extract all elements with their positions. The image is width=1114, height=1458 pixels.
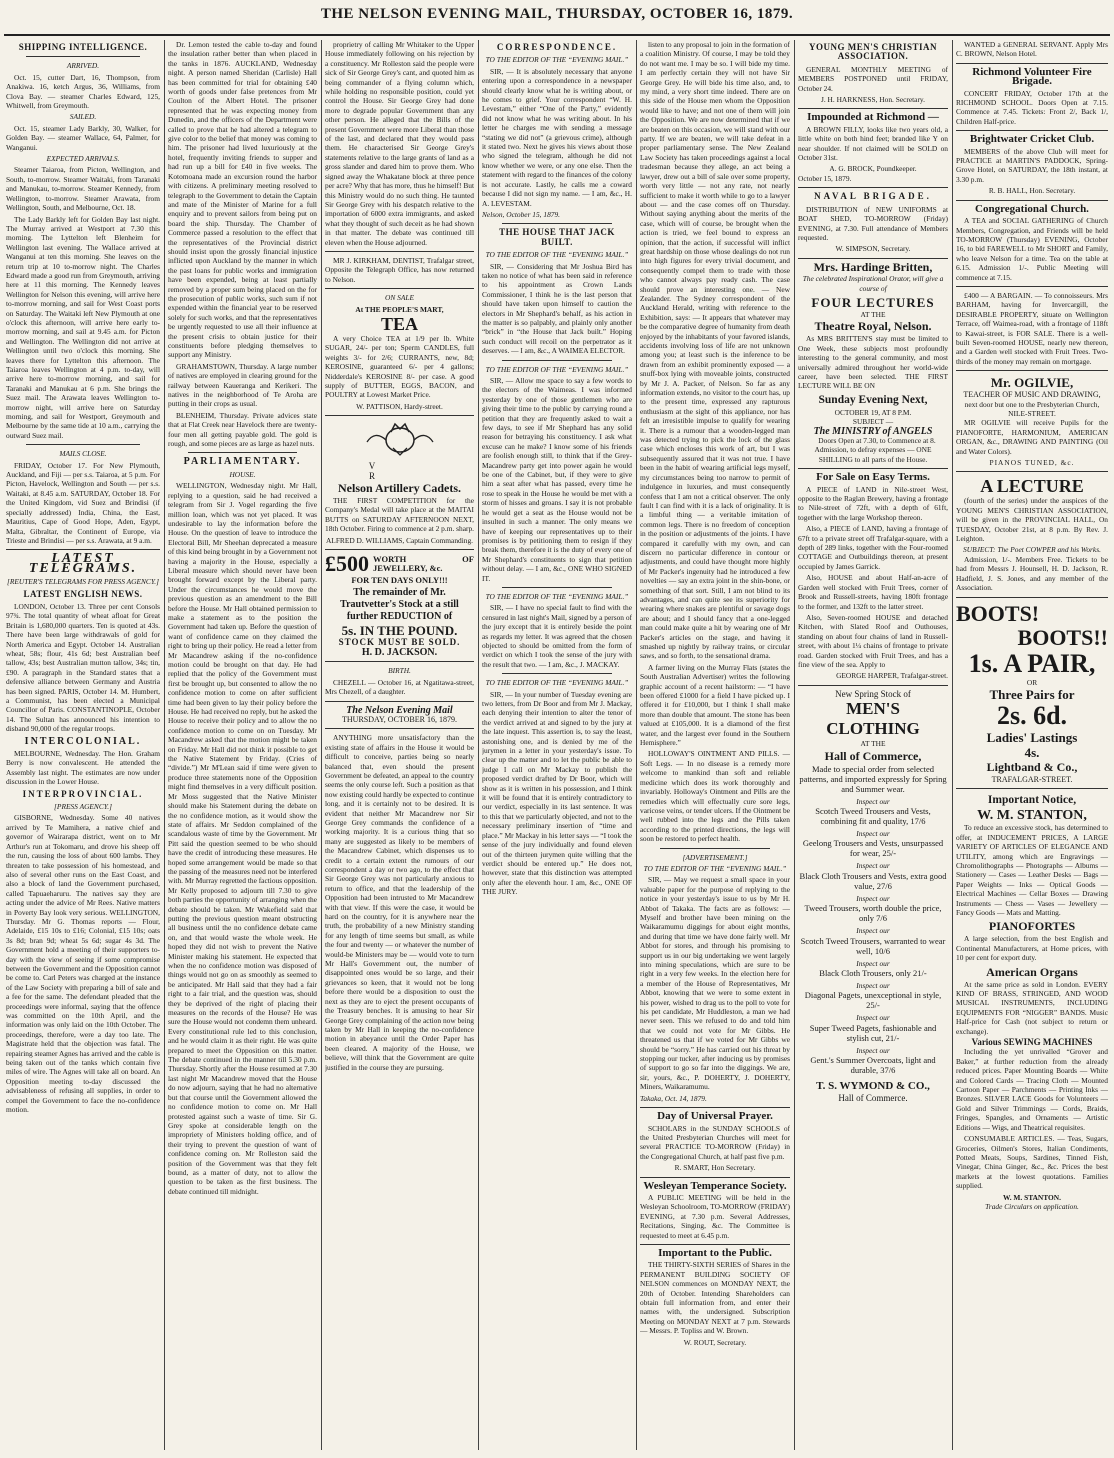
mens-clothing: MEN'S CLOTHING [826,699,920,739]
pianofortes-text: A large selection, from the best English and Continental Manufacturers, at Home prices, with 10 per cent for export duty. [956,934,1108,963]
tea-headline: TEA [380,313,418,334]
letter-2-to: TO THE EDITOR OF THE “EVENING MAIL.” [485,250,629,260]
arrived-text: Oct. 15, cutter Dart, 16, Thompson, from Anakiwa. 16, ketch Argus, 36, Williams, from Clova Bay. — steamer Charles Edward, 125, Whitwell, from Greymouth. [6,72,160,111]
lightband-signature: Lightband & Co., [986,759,1078,774]
holloway-text: HOLLOWAY'S OINTMENT AND PILLS. — Soft Legs. — In no disease is a remedy more welcome to mankind than soft and reliable medicine which does its work thoroughly and invariably. Holloway's Ointment and Pills are the remedies which will effectually cure sore legs, varicose veins, or tender ulcers. If the Ointment be well rubbed into the legs and the Pills taken according to the printed directions, the legs will soon be restored to perfect health. [640,749,790,844]
four-lectures: FOUR LECTURES [811,294,935,310]
leader-text: ANYTHING more unsatisfactory than the existing state of affairs in the House it would be difficult to conceive, parties being so nearly balanced that, even should the present Government be defeated, an appeal to the country seems the only course left. Such a position as that now existing could hardly be expected to continue long, and it is certainly not to be desired. It is evident that neither Mr Macandrew nor Sir George Grey commands the confidence of a working majority. It is a curious thing that so many are suggested as likely to be members of the Macandrew Cabinet, which dispenses us to credit to a certain extent the rumours of our correspondent a day or two ago, to the effect that Sir George Grey was not particularly anxious to return to office, and that the leadership of the Opposition had been intrusted to Mr Macandrew with that view. If this were the case, it would be hard on the country, for it is anywhere near the truth, the probability of a new Ministry standing for any length of time seems but small, as while the four and twenty — or whatever the number of would-be Ministers may be — would vote to turn Mr Hall's Government out, the number of disappointed ones would be so large, and their grievances so keen, that it would not be long before there would be a disposition to oust the next as they are to eject the present occupants of the Treasury benches. It is amusing to hear Sir George Grey complaining of the action now being taken by Mr Hall in keeping the no-confidence motion in abeyance until the Order Paper has been cleared. A majority of the House, we believe, will think that the Government are quite justified in the course they are pursuing. [325,733,474,1072]
telegrams-heading: LATEST TELEGRAMS. [28,551,138,576]
cricket-heading: Brightwater Cricket Club. [969,133,1095,146]
inspect-label: Inspect our [856,893,890,903]
shillings-in-pound: 5s. IN THE POUND. [341,623,458,639]
inspect-label: Inspect our [856,796,890,806]
column-5-text: listen to any proposal to join in the formation of a coalition Ministry. Of course, I may be told they do not want me. I may be so. I will bide my time. I am perfectly certain they will not have Sir George Grey. He will bide his time also, and, to my mind, a very short time indeed. There are on this side of the House men whom the Opposition would like to have; and not one of them will join the Opposition. We are now determined that if we are beaten on this occasion, we will stand with our party. If we are beaten, we will take defeat in a proper parliamentary sense. The New Zealand Law Society has taken proceedings against a local tradesman because they allege, an act being a lawyer, drew out a bill of sale over some property, worth very little — not any rate, not nearly sufficient to make it worth while to go to a lawyer about — and the case comes off on Thursday. Without saying anything about the merits of the case, which will of course, be brought when the action is tried, we feel bound to express an opinion, that the action, if successful will inflict great hardship on those whose dealings do not run into high figures for every trivial document, and consequently compel them to trade with those who cannot always pay ready cash. The case should prove an interesting one. — New Zealander. The Sydney correspondent of the Auckland Herald, writing with reference to the Exhibition, says: — It appears that whatever may be the comparative degree of humanity from death enjoyed by the inhabitants of your favored islands, accidents involving loss of life are not unknown among you; at least such is the inference to be drawn from an exhibit prominently exposed — a snuff-box lying with moveable joints, constructed by Mr J. A. Packer, of Nelson. So far as any information extends, no visitor to the court has, up to the present time, expressed any rapturous enthusiasm at the sight of this appliance, nor has felt an irresistible impulse to qualify for wearing it. There is a rumour that a wooden-legged man was detected trying to pick the lock of the glass case which encloses this work of art, but I was subsequently assured that it was not true. I have been in the habit of wearing artificial legs myself, my circumstances being too narrow to permit of indulgence in luxuries, and must consequently confess that I am not a critical observer. The only fault I can find with it is a lack of originality. It is a limbful thing — a veritable imitation of common legs. There is no freedom of conception in the position or adjustments of the joints. I have compared it carefully with my own, and can discern no particular difference in contour or adjustments, and could have thought more highly of Mr Packer's ingenuity had he introduced a few novelties — say an extra joint in the shin-bone, or something of that sort. Still, I am not blind to its advantages, and can quite see its superiority for wearing where snakes are plentiful or savage dogs are about; and I should fancy that a one-legged man could make quite a hit by wearing one of Mr Packer's articles on the stage, and having it smashed up nightly by railway trains, or circular saws, and so forth, to the sensational drama. [640,40,790,661]
letter-3-to: TO THE EDITOR OF THE “EVENING MAIL.” [485,364,629,374]
price-2s6d: 2s. 6d. [996,700,1068,730]
letter-1-to: TO THE EDITOR OF THE “EVENING MAIL.” [485,55,629,65]
american-organs-heading: American Organs [986,964,1078,979]
advertisement-tag: [ADVERTISEMENT.] [682,852,748,862]
column-2 [168,40,317,1450]
parliamentary-heading: PARLIAMENTARY. [183,456,302,468]
clothing-item: Diagonal Pagets, unexceptional in style, 25/- [804,990,942,1011]
impounded-date: October 15, 1879. [798,173,852,183]
blenheim-text: BLENHEIM, Thursday. Private advices state that at Flat Creek near Havelock there are twenty-four men all getting payable gold. The gold is rough, and some pieces are as large as hazel nuts. [168,410,317,449]
lecture-admission: Admission, 1/-. Members Free. Tickets to be had from Messrs J. Hounsell, H. D. Jackson, R. Hadfield, J. S. Jones, and any member of the Association. [956,554,1108,593]
sewing-text: Including the yet unrivalled “Grover and Baker,” at further reduction from the already reduced prices. Paper Mounting Boards — White and Colored Cards — Tracing Cloth — Mounted Cartoon Paper — Parchments — Printing Inks — Bronzes. SILVER LACE Goods for Volunteers — Gold and Silver Trimmings — Cords, Braids, Fringes, Spangles, and Ornaments — Artistic Editions — Wigs, and Theatrical requisites. [956,1047,1108,1132]
ymca-heading: YOUNG MEN'S CHRISTIAN ASSOCIATION. [808,42,937,62]
column-3 [325,40,474,1450]
house-heading: HOUSE. [229,469,256,479]
ministry-of-angels: The MINISTRY of ANGELS [813,425,933,437]
parliamentary-text: WELLINGTON, Wednesday night. Mr Hall, replying to a question, said he had received a telegram from Sir J. Vogel regarding the five million loan, which was not yet placed. It was undesirable to lay the information before the House. On the question of leave to introduce the Electoral Bill, Mr Sheehan deprecated a measure of this kind being brought in by a Government not having a majority in the House, especially a Liberal measure which should never have been brought forward except by the Liberal party. Under the circumstances he would move the previous question as an amendment to the Bill before the House. Mr Hall obtained permission to make a statement as to the position the Government had taken up. Before the question of want of confidence came on they claimed the right to bring up their policy. He read a letter from Mr Macandrew asking if the no-confidence motion could be brought on that day. He had replied that the policy of the Government must first be brought up, but consented to allow the no confidence motion to come on after sufficient time had been given to lay their policy before the House. He had received no reply, but he asked the House to receive their policy and to allow the no confidence motion to come on on Tuesday. Mr Macandrew asked that the motion might be taken on Friday. Mr Hall did not think it possible to get the Native Statement by Friday. (Cries of “divide.”) Mr M'Lean said if time were given to produce three statements none of the Opposition might find themselves in a very difficult position. Mr Moss suggested that the Native Minister should make his Statement during the debate on the no confidence motion, as it would show the state of affairs. Mr Seddon complained of the scandalous waste of time by the Government. Mr Pitt said the question seemed to be who should have the credit of introducing these measures. He hoped some arrangement would be made so that the passing of the measures need not be interfered with. Mr Murray regretted the factious opposition. Mr Kelly proposed to adjourn till 7.30 to give both parties the opportunity of arranging when the debate should be taken. Mr Wakefield said that putting the previous question meant obstructing all business until the no confidence debate came on, and that would waste the whole week. He hoped they did not wish to prevent the Native Minister making his statement. He expected that when the no confidence motion was disposed of things would not go on as smoothly as seemed to be anticipated. Mr Hall said that they had a fair right to a fair trial, and the question was, should they be deprived of the right of placing their measures on the records of the House? He was sure the House would not condemn them unheard. Every constitutional rule led to this conclusion, and he would claim it as their right. He was quite prepared to meet the Opposition on this matter. The debate continued in the manner till 5.30 p.m. Thursday. Shortly after the House resumed at 7.30 last night Mr Macandrew moved that the House do now adjourn, saying that he had no alternative but that course until the Government allowed the no confidence motion to come on. Mr Hall protested against such a waste of time. Sir G. Grey spoke at considerable length on the impropriety of Ministers holding office, and of their trying to prevent the question of want of confidence coming on. Mr Rolleston said the position of the Government was that they felt bound, as a matter of duty, not to allow the question to be taken as the first business. The debate continued till midnight. [168,481,317,1196]
column-6 [798,40,948,1450]
temperance-text: A PUBLIC MEETING will be held in the Wesleyan Schoolroom, TO-MORROW (FRIDAY) EVENING, at 7.30 p.m. Several Addresses, Recitations, Singing, &c. The Committee is requested to meet at 6.45 p.m. [640,1192,790,1240]
hall-of-commerce: Hall of Commerce, [824,748,922,763]
three-pairs: Three Pairs for [989,686,1075,702]
telegram-continued: Dr. Lemon tested the cable to-day and found the insulation rather better than when placed in the tanks in 1876. AUCKLAND, Wednesday night. A person named Sheridan (Carlisle) Hall has been committed for trial for obtaining £40 worth of goods under false pretences from Mr Coulton of the Albert Hotel. The prisoner represented that he was expecting money from Dunedin, and the officers of the Department were called to prove that he had altered a telegram to give color to the belief that money was coming to him. The prisoner had lived luxuriously at the hotel, frequently inviting friends to supper and had run up a bill for £40 in five weeks. The Kotomoana made an excursion round the harbor with citizens. A preliminary meeting resolved to telegraph to the Government to detain the Captain and mate of the Minister of Marine for a full enquiry and to prevent sailors from being put on board the ship. Thursday. The Chamber of Commerce passed a resolution to the effect that the representatives of the Provincial district should insist upon the grossly financial injustice inflicted upon Auckland by the manner in which the past loans for public works and immigration have been expended, being at least partially removed by a proper sum being placed on the for the prosecution of public works, such sum if not expended within the financial year to be reserved solely for such works, and that the representatives be urgently requested to use all their influence at the present crisis to obtain justice for their constituents before pledging themselves to support any Ministry. [168,40,317,360]
diamond-text: A farmer living on the Murray Flats (states the South Australian Advertiser) writes the following graphic account of a recent hailstorm: — “I have been offered £1000 for a field I have picked up. I offered it for £10,000, but I think I shall make more than double that amount. The stone has been valued at £105,000. It is a diamond of the first water, and the largest ever found in the Southern Hemisphere.” [640,662,790,748]
masthead-rule [4,34,1110,36]
column-divider [478,40,479,1450]
intercolonial-heading: INTERCOLONIAL. [24,735,142,747]
birth-heading: BIRTH. [388,666,411,676]
subject-label: SUBJECT — [852,417,894,427]
on-sale-heading: ON SALE [385,293,414,303]
lecture-heading: A LECTURE [980,476,1084,497]
sale-text-3: Also, HOUSE and about Half-an-acre of Garden well stocked with Fruit Trees, corner of Brook and Russell-streets, having 180ft frontage to the former, and 132ft to the latter street. [798,573,948,611]
royal-crest-icon [355,420,445,460]
important-notice: Important Notice, [987,794,1077,807]
fire-brigade-heading: Richmond Volunteer Fire Brigade. [972,65,1092,88]
column-1 [6,40,160,1450]
doors-text: Doors Open at 7.30, to Commence at 8. Admission, to defray expenses — ONE SHILLING to all parts of the House. [814,436,936,464]
impounded-text: A BROWN FILLY, looks like two years old, a little white on both hind feet; branded like Y on near shoulder. If not claimed will be SOLD on October 31st. [798,124,948,163]
naval-text: DISTRIBUTION of NEW UNIFORMS at BOAT SHED, TO-MORROW (Friday) EVENING, at 7.30. Full attendance of Members requested. [798,204,948,242]
clothing-item: Scotch Tweed Trousers, warranted to wear well, 10/6 [800,935,946,956]
ogilvie-sub: TEACHER OF MUSIC AND DRAWING, [963,390,1101,400]
wymond-signature: T. S. WYMOND & CO., [816,1080,930,1093]
letter-4-to: TO THE EDITOR OF THE “EVENING MAIL.” [485,591,629,601]
temperance-heading: Wesleyan Temperance Society. [643,1179,787,1192]
correspondence-heading: CORRESPONDENCE. [496,42,618,52]
church-heading: Congregational Church. [975,202,1089,215]
shipping-heading: SHIPPING INTELLIGENCE. [18,42,148,52]
or-label: OR [1026,677,1038,687]
letter-1-text: SIR, — It is absolutely necessary that anyone entering upon a correspondence in a newspaper should clearly know what he is writing about, or he comes to grief. Your correspondent “W. H. Levestam,” either “One of the Party,” evidently did not know what he was writing about. In his letter he charges me with sending a message “stating we did not” (a grievous crime), although it stated two. Next he gives his views about those who signed the telegram, although he did not know whether we were, or any one else. Then the statement with regard to the finances of the colony is not accurate. Lastly, he calls me a coward because I did not sign my name. — I am, &c., H. A. LEVESTAM. [482,66,632,208]
public-text: THE THIRTY-SIXTH SERIES of Shares in the PERMANENT BUILDING SOCIETY OF NELSON commences on MONDAY NEXT, the 20th of October. Intending Shareholders can obtain full information from, and enter their names with, the undersigned. Subscription Meeting on MONDAY NEXT at 7 p.m. Stewards — Messrs. P. Topliss and W. Brown. [640,1260,790,1336]
stanton-text: To reduce an excessive stock, has determined to offer, at INDUCEMENT PRICES, A LARGE VARIETY OF ARTICLES OF ELEGANCE AND UTILITY, among which are Engravings — Chromolithographs — Photographs — Albums — Stationery — Cases — Leather Desks — Bags — Paper Weights — Inks — Optical Goods — Electrical Machines — Cellar Boxes — Drawing Instruments — Chess — Vases — Jewellery — Fancy Goods — Mats and Matting. [956,823,1108,917]
sunday-evening: Sunday Evening Next, [818,393,928,406]
shipping-news: The Lady Barkly left for Golden Bay last night. The Murray arrived at Westport at 7.30 this morning. The Lyttelton left Blenheim for Wellington last evening. The Wallace arrived at Wanganui at ten this morning. She leaves on the return trip at 10 to-morrow night. The Charles Edward made a good run from Greymouth, arriving here at 11 this morning. The Kennedy leaves Wellington for Nelson this evening, will arrive here to-morrow morning, and sail for West Coast ports on Saturday. The Waitaki left New Plymouth at one o'clock this afternoon, will arrive here early to-morrow morning, and sail at 9.45 a.m. for Picton and Wellington. The Wellington did not arrive at Wellington until two o'clock this morning. She leaves there for Lyttelton this afternoon. The Taiaroa leaves Wellington at 4 p.m. to-day, will arrive here to-morrow morning, and sail for Taranaki and Manukau at 6 p.m. She brings the Suez mail. The Arawata leaves Wellington to-morrow night, will arrive here on Saturday morning, and sail for Westport, Greymouth and Melbourne by the same tide at 10 a.m., carrying the outward Suez mail. [6,214,160,440]
bargain-ad: £400 — A BARGAIN. — To connoisseurs. Mrs BARHAM, having for Invercargill, the DESIRABLE PROPERTY, situate on Wellington Terrace, off Waimea-road, with a frontage of 118ft to Kawai-street, is FOR SALE. There is a well-built Seven-roomed HOUSE, nearly new thereon, and a Garden well stocked with Fruit Trees. Two-thirds of the money may remain on mortgage. [956,290,1108,366]
made-to-order-text: Made to special order from selected patterns, and imported expressly for Spring and Summer wear. [799,763,947,794]
mails-heading: MAILS CLOSE. [59,449,107,459]
sale-text-4: Also, Seven-roomed HOUSE and detached Kitchen, with Slated Roof and Outhouses, standing on about four chains of land in Russell-street, with about 1¼ chains of frontage to private road. Garden stocked with Fruit Trees, and has a fine view of the sea. Apply to [798,612,948,669]
column-5 [640,40,790,1450]
adv-letter-date: Takaka, Oct. 14, 1879. [640,1093,707,1103]
at-the-label-2: AT THE [860,739,886,749]
clothing-item: Scotch Tweed Trousers and Vests, combining fit and quality, 17/6 [815,805,931,826]
clothing-item: Black Cloth Trousers, only 21/- [819,968,927,978]
at-the-label: AT THE [860,309,886,319]
column-divider [321,40,322,1450]
adv-letter-to: TO THE EDITOR OF THE “EVENING MAIL.” [643,863,787,873]
column-4 [482,40,632,1450]
prayer-heading: Day of Universal Prayer. [657,1110,773,1123]
trafalgar-street: TRAFALGAR-STREET. [991,774,1073,784]
impounded-signature: A. G. BROCK, Poundkeeper. [829,164,917,174]
boots-2: BOOTS!! [1017,624,1108,650]
naval-signature: W. SIMPSON, Secretary. [835,244,911,254]
birth-text: CHEZELL — October 16, at Ngatitawa-street, Mrs Chezell, of a daughter. [325,677,474,697]
wymond-hall: Hall of Commerce. [838,1093,908,1104]
column-divider [636,40,637,1450]
jewellery-amount: £500 [325,551,369,577]
column-divider [794,40,795,1450]
ogilvie-address: next door but one to the Presbyterian Church, NILE-STREET. [964,399,1100,418]
sewing-heading: Various SEWING MACHINES [971,1037,1093,1048]
clothing-item: Black Cloth Trousers and Vests, extra good value, 27/6 [799,870,947,891]
english-news-heading: LATEST ENGLISH NEWS. [23,588,143,599]
english-news-text: LONDON, October 13. Three per cent Consols 97¾. The total quantity of wheat afloat for Great Britain is 1,680,000 quarters. Ten is quoted at 43s. There have been large withdrawals of gold for North America and Egypt. October 14. Australian wheat, 58s; flour, 41s 6d; best Australian beef tallow, 43s; best Australian mutton tallow, 34s; tin, £90. A paragraph in the Standard states that a defensive alliance between Germany and Austria has been signed. PARIS, October 14. M. Humbert, a Communist, has been elected a Municipal Councillor of Paris. CONSTANTINOPLE, October 14. The Sultan has announced his intention to disband 90,000 of the regular troops. [6,601,160,734]
sale-text-2: Also, a PIECE of LAND, having a frontage of 67ft to a private street off Trafalgar-square, with a depth of 289 links, together with the Four-roomed COTTAGE and Outbuildings thereon, at present occupied by James Garrick. [798,524,948,571]
britten-sub: The celebrated Inspirational Orator, will give a course of [802,274,944,293]
inspect-label: Inspect our [856,828,890,838]
public-heading: Important to the Public. [658,1246,772,1259]
lecture-text: (fourth of the series) under the auspices of the YOUNG MEN'S CHRISTIAN ASSOCIATION, will be given in the PROVINCIAL HALL, On TUESDAY, October 21st, at 8 p.m. By Rev. J. Leighton. [956,496,1108,544]
column-divider [952,40,953,1450]
four-shillings: 4s. [1024,744,1040,760]
clothing-items [798,797,948,1076]
britten-text: As MRS BRITTEN'S stay must be limited to One Week, these subjects most profoundly interesting to the general community, and most universally admired throughout her world-wide career, have been selected. THE FIRST LECTURE WILL BE ON [798,334,948,391]
theatre-royal: Theatre Royal, Nelson. [814,319,932,334]
intercolonial-text: MELBOURNE, Wednesday. The Hon. Graham Berry is now convalescent. He attended the Assembly last night. The estimates are now under discussion in the Lower House. [6,749,160,787]
expected-heading: EXPECTED ARRIVALS. [46,154,120,164]
inspect-label: Inspect our [856,958,890,968]
jewellery-days: FOR TEN DAYS ONLY!!! [351,575,448,586]
expected-text: Steamer Taiaroa, from Picton, Wellington, and South, to-morrow. Steamer Waitaki, from Taranaki and Manukau, to-morrow. Steamer Kennedy, from Wellington, to-morrow. Steamer Arawata, from Wellington, South, and Melbourne, Oct. 18. [6,165,160,213]
artillery-text: THE FIRST COMPETITION for the Company's Medal will take place at the MAITAI BUTTS on SATURDAY AFTERNOON NEXT, 18th October. Firing to commence at 2 p.m. sharp. [325,496,474,534]
ladies-lastings: Ladies' Lastings [986,729,1078,745]
masthead: THE NELSON EVENING MAIL, THURSDAY, OCTOBER 16, 1879. [320,6,794,22]
interprovincial-heading: INTERPROVINCIAL. [22,788,144,799]
letter-1-date: Nelson, October 15, 1879. [482,209,561,219]
stock-must-be-sold: STOCK MUST BE SOLD. [338,637,461,648]
letter-3-text: SIR, — Allow me space to say a few words to the electors of the Waimeas. I was informed yesterday by one of those gentlemen who are giving their time to the public by carrying round a petition that they are frequently asked to wait a few days, to see if Mr Shephard has any solid reason for betraying his constituency. I ask what excuse can he make? I know some of his friends are foolish enough still, to think that if the Grey-Macandrew party get into power again he would be one of the Cabinet, but, if they were to give him a seat after what has passed, every time he rose to speak in the House he would be met with a storm of hisses and groans. I say it is not probable he would get a seat as the House would not be insulted in such a manner. The only means we have of keeping our representatives up to their promises is by petitioning them to resign if they break them, therefore it is the duty of every one of Mr Shephard's constituents to sign that petition without delay. — I am, &c., ONE WHO SIGNED IT. [482,376,632,583]
ogilvie-text: MR OGILVIE will receive Pupils for the PIANOFORTE, HARMONIUM, AMERICAN ORGAN, &c., DRAWING AND PAINTING (Oil and Water Colors). [956,418,1108,456]
trautvetter-text: The remainder of Mr. Trautvetter's Stock at a still further REDUCTION of [340,587,459,623]
paper-date: THURSDAY, OCTOBER 16, 1879. [342,714,457,724]
dentist-ad: MR J. KIRKHAM, DENTIST, Trafalgar street, Opposite the Telegraph Office, has now returned to Nelson. [325,255,474,284]
lecture-subject: SUBJECT: The Poet COWPER and his Works. [963,545,1101,555]
debate-text: proprietry of calling Mr Whitaker to the Upper House immediately following on his rejection by a constituency. Mr Rolleston said the people were sick of Sir George Grey's cant, and quoted him as being commander of a flying column which, while holding no responsible position, could yet control the House. Sir George Grey had done more to degrade popular Government than any other person. He alleged that the Bills of the present Government were more Liberal than those of the last, and declared that they would pass them. He characterised Sir George Grey's statements relative to the large grants of land as a gross slander and dared him to prove them. Who signed away the Whakatane block at three pence per acre? Why that has more, thus he himself! But this Ministry would do no such thing. He taunted Sir George Grey with his despatch relative to the importation of 6000 extra immigrants, and asked what they thought of such deceit as he had shown in that matter. The debate was continued till eleven when the House adjourned. [325,40,474,247]
prayer-text: SCHOLARS in the SUNDAY SCHOOLS of the United Presbyterian Churches will meet for several PRACTICE TO-MORROW (Friday) in the Congregational Church, at half past five p.m. [640,1123,790,1161]
jackson-signature: H. D. JACKSON. [361,646,438,658]
consumable-text: CONSUMABLE ARTICLES. — Teas, Sugars, Groceries, Oilmen's Stores, Italian Condiments, Potted Meats, Soups, Sardines, Tinned Fish, Vinegar, China Ginger, &c., &c. Prices the best markets at the lowest quotations. Families supplied. [956,1134,1108,1191]
arrived-heading: ARRIVED. [66,61,100,71]
for-sale-heading: For Sale on Easy Terms. [816,471,930,484]
letter-5-text: SIR, — In your number of Tuesday evening are two letters, from Dr Boor and from Mr J. Mackay, each denying their intention to alter the tenor of the verdict arrived at and signed to by the jury at the late inquest. This assertion is, to say the least, astonishing one, and is denied by me of the jurymen in a letter in your yesterday's issue. To clear up the matter and to let the public be able to judge I call on Mr Mackay to publish the proposed verdict drafted by Dr Boor, which will show as it is written in his possession, and I think it will be found that it is entirely contradictory to our verdict, especially in its last sentence. It was to this that we particularly objected, and not to the necessary preliminary insertion of “time and place.” Mr Mackay in his letter says — “I took the sense of the jury individually and found eleven out of the thirteen jurymen quite willing that the verdict should be entered up.” He does not, however, state that this distinction was attempted only after the eleventh hour. I am, &c., ONE OF THE JURY. [482,689,632,897]
telegrams-sub: [REUTER'S TELEGRAMS FOR PRESS AGENCY.] [6,577,160,587]
cricket-signature: R. B. HALL, Hon. Secretary. [988,186,1076,196]
mails-text: FRIDAY, October 17. For New Plymouth, Auckland, and Fiji — per s.s. Taiaroa, at 5 p.m. For Picton, Havelock, Wellington and South — per s.s. Waitaki, at 8.45 a.m. SATURDAY, October 18. For the United Kingdom, vid Suez and Brindisi (if specially addressed) India, China, the East, Mauritius, Cape of Good Hope, Aden, Egypt, Malta, Gibraltar, the Continent of Europe, via Trieste and Brindisi — per s.s. Arawata, at 9 a.m. [6,460,160,545]
letter-4-text: SIR, — I have no special fault to find with the censured in last night's Mail, signed by a person of the jury except that it is entirely beside the point as regards my letter. It was agreed that the chosen objected to should be omitted from the form of verdict on which I took the sense of the jury with the result that two. — I am, &c., J. MACKAY. [482,603,632,669]
adv-letter-text: SIR, — May we request a small space in your valuable paper for the purpose of replying to the notice in your yesterday's issue to us by Mr H. Abbot of Takaka. The facts are as follows: — Myself and brother have been mining on the Waikaramumu diggings for about eight months, and during that time we have done fairly well. Mr Abbot for stores, and through his promising to support us in our big undertaking we went largely into mining speculations, which are sure to be right in a very few weeks. In the election here for a member of the House of Representatives, Mr Abbot, knowing that we were to some extent in his power, wished to drag us to the poll to vote for his pet candidate, Mr Huddleston, a man we had never seen. This we refused to do and told him that we could not vote for Mr Gibbs. He threatened us that if we voted for Mr Gibbs we should be “sorry.” He has carried out his threat by stopping our tucker, after inducing us by promises of support to go so far into the diggings. We are, sir, yours, &c., P. DOHERTY, J. DOHERTY, Miners, Waikaramumu. [640,875,790,1092]
ymca-text: GENERAL MONTHLY MEETING of MEMBERS POSTPONED until FRIDAY, October 24. [798,64,948,93]
sailed-heading: SAILED. [69,112,97,122]
sunday-date: OCTOBER 19, AT 8 P.M. [834,407,912,417]
sale-text-1: A PIECE of LAND in Nile-street West, opposite to the Raglan Brewery, having a frontage to Nile-street of 72ft, with a depth of 61ft, together with the large Workshop thereon. [798,484,948,522]
interprovincial-sub: [PRESS AGENCY.] [54,802,112,812]
church-text: A TEA and SOCIAL GATHERING of Church Members, Congregation, and Friends will be held TO-MORROW (Thursday) EVENING, October 16, to bid FAREWELL to Mr SHORT and Family, who leave Nelson for a time. Tea on the table at 6.15. Admission 1/-. Public Meeting will commence at 7.15. [956,216,1108,282]
interprovincial-text: GISBORNE, Wednesday. Some 40 natives arrived by Te Mamihera, a native chief and governor of Wairarapa district, went on to Mr Arthur's run at Tokomaru, and drove his sheep off the run, causing the loss of about 600 lambs. They threaten to take possession of his homestead, and also of several other runs on the East Coast, and also a block of land the Government purchased, called Tapuaeharuru. The natives say they are acting under the advice of Mr Rees. Native matters in Poverty Bay look very serious. WELLINGTON, Thursday. Mr G. Thomas reports — Flour, Adelaide, £15 10s to £16; Colonial, £15 10s; oats 3s 8d; bran 9d; wheat 5s 6d; sugar 4s 3d. The Government hold a meeting of their supporters to-day with the view of seeing if some compromise between the Government and the Opposition cannot be come to. Carl Peters was charged at the instance of the Law Society with preparing a bill of sale and a fee for the same. The defendant pleaded that the proceedings were informal, saying that the offence was committed on the 10th April, and the information was only laid on the 10th October. The proceedings, therefore, were a day too late. The Magistrate held that the objection was fatal. The repairing steamer Agnes has arrived and the cable is being taken out of the tanks which contain five miles of wire. The Agnes will take all on board. An Opposition meeting to-day discussed the advisableness of refusing all supplies, in order to compel the Government to face the no-confidence motion. [6,813,160,1115]
letter-5-to: TO THE EDITOR OF THE “EVENING MAIL.” [485,678,629,688]
inspect-label: Inspect our [856,1045,890,1055]
inspect-label: Inspect our [856,1013,890,1023]
column-divider [164,40,165,1450]
britten-heading: Mrs. Hardinge Britten, [813,259,933,274]
inspect-label: Inspect our [856,861,890,871]
one-shilling-pair: 1s. A PAIR, [968,648,1096,678]
artillery-signature: ALFRED D. WILLIAMS, Captain Commanding. [325,535,474,545]
organs-text: At the same price as sold in London. EVERY KIND OF BRASS, STRINGED, AND WOOD MUSICAL INSTRUMENTS, INCLUDING EQUIPMENTS FOR “NIGGER” BANDS. Music Half-price for Cash (not subject to return or exchange). [956,979,1108,1036]
wanted-ad: WANTED a GENERAL SERVANT. Apply Mrs C. BROWN, Nelson Hotel. [956,40,1108,59]
grahamstown-text: GRAHAMSTOWN, Thursday. A large number of natives are employed in clearing ground for the railway between Kaueranga and Kerikeri. The natives in the neighborhood of Te Aroha are putting in their crops as usual. [168,361,317,409]
peoples-mart: At THE PEOPLE'S MART, [355,304,444,314]
cricket-text: MEMBERS of the above Club will meet for PRACTICE at MARTIN'S PADDOCK, Spring-Grove Hotel, on SATURDAY, the 18th instant, at 3.30 p.m. [956,146,1108,184]
concert-text: CONCERT FRIDAY, October 17th at the RICHMOND SCHOOL. Doors Open at 7.15. Commence at 7.45. Tickets: Front 2/, Back 1/, Children Half-price. [956,88,1108,126]
tea-detail: A very Choice TEA at 1/9 per lb. White SUGAR, 24/- per ton; Sperm CANDLES, full weights 3/- for 2/6; CURRANTS, new, 8d; KEROSINE, guaranteed 6/- per 4 gallons; Nidderdale's KEROSINE 8/- per case. A good supply of BUTTER, EGGS, BACON, and POULTRY at Lowest Market Price. [325,333,474,400]
mart-signature: W. PATTISON, Hardy-street. [356,401,443,411]
letter-2-text: SIR, — Considering that Mr Joshua Bird has taken no notice of what has been said in reference to his appointment as Crown Lands Commissioner, I think he is the last person that should have taken upon himself to caution the electors in Mr Shephard's behalf, as his action in the matter is so palpably, and plainly only another “brick” in “the House that Jack built.” Hoping such conduct will recoil on the perpetrator as it deserves. — I am, &c., A WAIMEA ELECTOR. [482,261,632,356]
naval-heading: NAVAL BRIGADE. [814,191,932,202]
clothing-item: Geelong Trousers and Vests, unsurpassed for wear, 25/- [802,838,944,859]
sale-signature: GEORGE HARPER, Trafalgar-street. [836,671,948,681]
jewellery-ad [325,551,474,577]
impounded-heading: Impounded at Richmond — [807,111,939,124]
jewellery-text: WORTH OF JEWELLERY, &c. [373,553,474,574]
sailed-text: Oct. 15, steamer Lady Barkly, 30, Walker, for Golden Bay. — steamer Wallace, 64, Palmer, for Wanganui. [6,123,160,152]
ymca-signature: J. H. HARKNESS, Hon. Secretary. [820,95,925,105]
stanton-heading: W. M. STANTON, [977,808,1087,824]
public-signature: W. ROUT, Secretary. [683,1337,747,1347]
artillery-heading: Nelson Artillery Cadets. [338,481,461,496]
paper-title: The Nelson Evening Mail [346,704,453,716]
prayer-signature: R. SMART, Hon Secretary. [674,1163,756,1173]
pianofortes-heading: PIANOFORTES [988,919,1076,934]
boots-1: BOOTS! [956,600,1040,626]
inspect-label: Inspect our [856,926,890,936]
clothing-item: Gent.'s Summer Overcoats, light and durable, 37/6 [810,1055,936,1076]
clothing-item: Super Tweed Pagets, fashionable and stylish cut, 21/- [809,1022,937,1043]
column-7 [956,40,1108,1450]
spring-stock-heading: New Spring Stock of [835,688,911,699]
pianos-tuned: PIANOS TUNED, &c. [989,458,1075,468]
ogilvie-heading: Mr. OGILVIE, [990,375,1074,391]
house-jack-built-heading: THE HOUSE THAT JACK BUILT. [499,227,615,247]
crest-letters: V R [368,461,431,481]
clothing-item: Tweed Trousers, worth double the price, only 7/6 [804,903,942,924]
stanton-signature: W. M. STANTON. [1003,1192,1061,1202]
trade-circulars: Trade Circulars on application. [985,1201,1079,1211]
inspect-label: Inspect our [856,981,890,990]
